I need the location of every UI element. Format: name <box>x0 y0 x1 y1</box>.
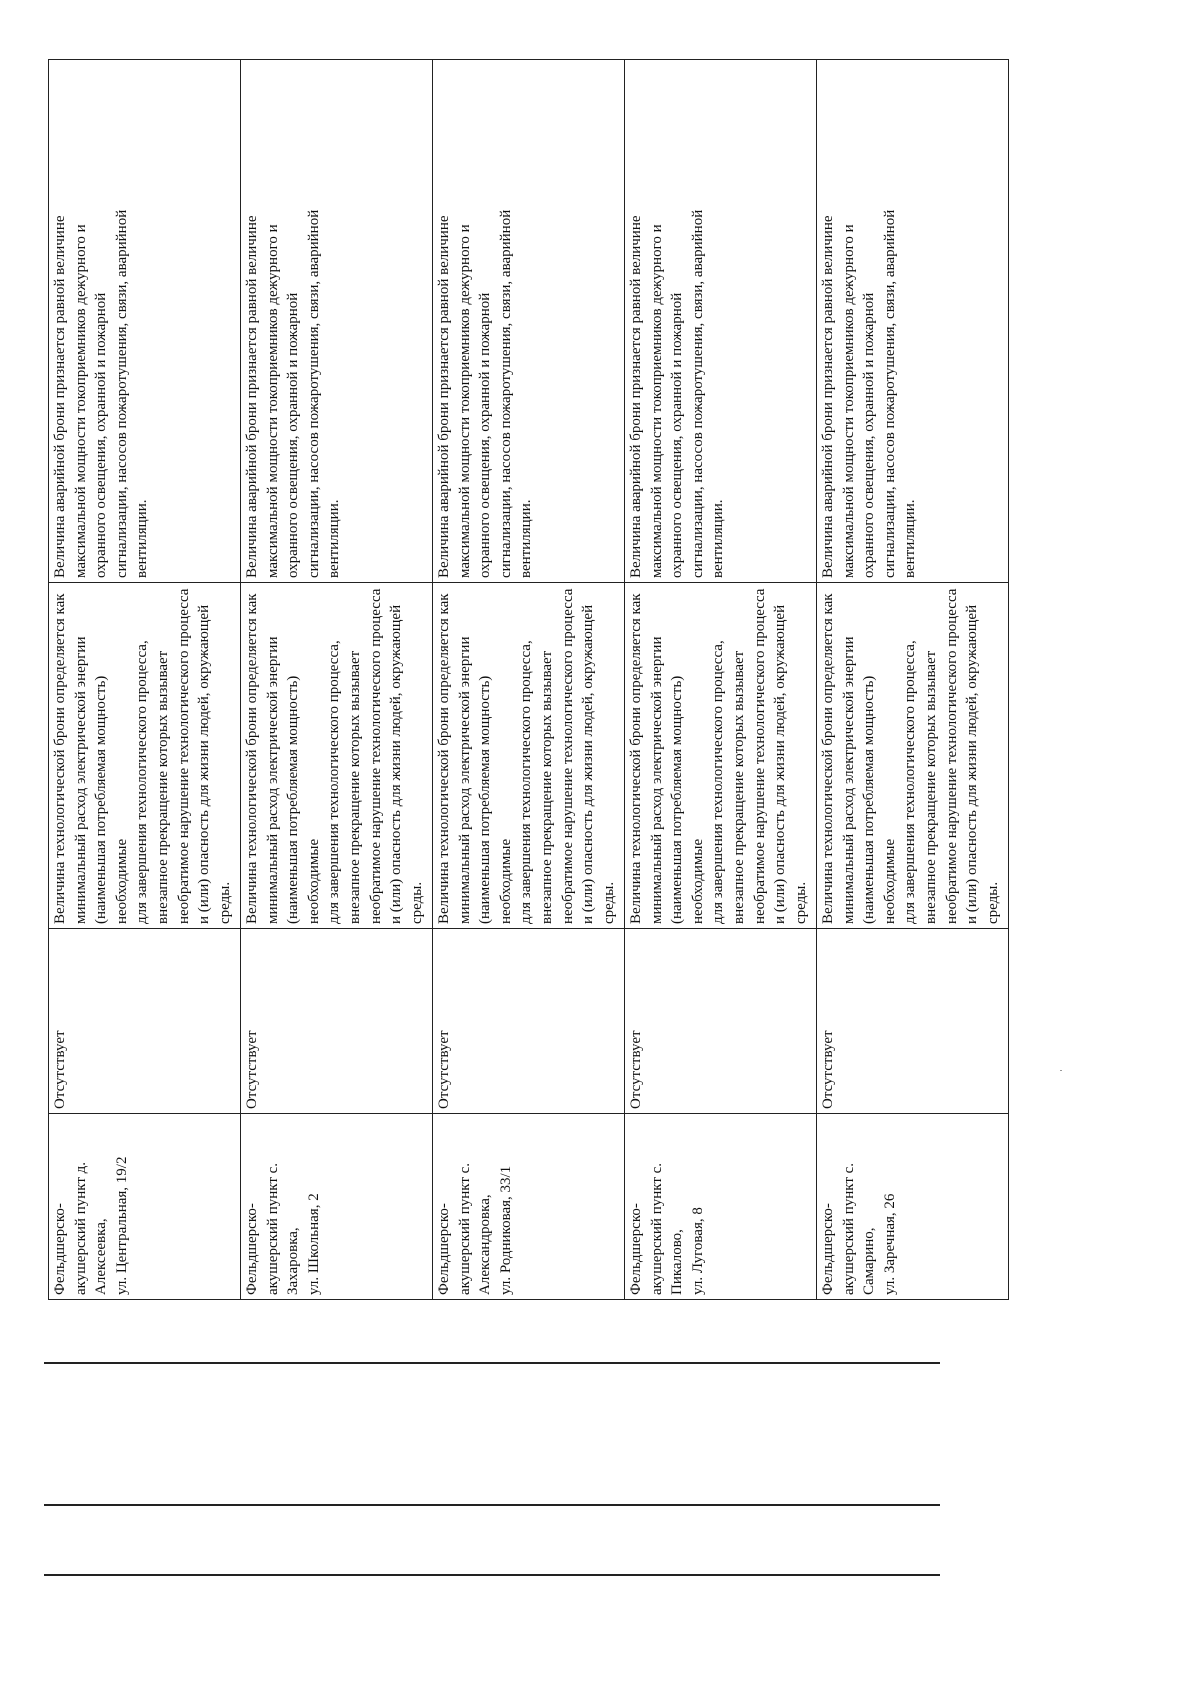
facility-name-cell: Фельдшерско- акушерский пункт с. Александровка, ул. Родниковая, 33/1 <box>433 1114 625 1300</box>
empty-rule-line <box>44 1362 940 1364</box>
emergency-reserve-cell: Величина аварийной брони признается равной величине максимальной мощности токоприемников дежурного и охранного освещения, охранной и пожарной сигнализации, насосов пожаротушения, связи, аварийной вентиляции. <box>817 60 1009 583</box>
tech-reserve-cell: Величина технологической брони определяется как минимальный расход электрической энергии (наименьшая потребляемая мощность) необходимые для завершения технологического процесса, внезапное прекращение которых вызывает необратимое нарушение технологического процесса и (или) опасность для жизни людей, окружающей среды. <box>241 583 433 929</box>
reserve-status-cell: Отсутствует <box>625 929 817 1114</box>
facility-name-cell: Фельдшерско- акушерский пункт с. Захаровка, ул. Школьная, 2 <box>241 1114 433 1300</box>
rotated-page <box>48 50 1048 1630</box>
table-row <box>625 60 817 1300</box>
facility-name-cell: Фельдшерско- акушерский пункт с. Самарино, ул. Заречная, 26 <box>817 1114 1009 1300</box>
tech-reserve-cell: Величина технологической брони определяется как минимальный расход электрической энергии (наименьшая потребляемая мощность) необходимые для завершения технологического процесса, внезапное прекращение которых вызывает необратимое нарушение технологического процесса и (или) опасность для жизни людей, окружающей среды. <box>625 583 817 929</box>
emergency-reserve-cell: Величина аварийной брони признается равной величине максимальной мощности токоприемников дежурного и охранного освещения, охранной и пожарной сигнализации, насосов пожаротушения, связи, аварийной вентиляции. <box>625 60 817 583</box>
tech-reserve-cell: Величина технологической брони определяется как минимальный расход электрической энергии (наименьшая потребляемая мощность) необходимые для завершения технологического процесса, внезапное прекращение которых вызывает необратимое нарушение технологического процесса и (или) опасность для жизни людей, окружающей среды. <box>433 583 625 929</box>
table-row <box>817 60 1009 1300</box>
table-row <box>49 60 241 1300</box>
facility-name-cell: Фельдшерско- акушерский пункт д. Алексеевка, ул. Центральная, 19/2 <box>49 1114 241 1300</box>
reserve-status-cell: Отсутствует <box>241 929 433 1114</box>
reserve-status-cell: Отсутствует <box>817 929 1009 1114</box>
table-row <box>241 60 433 1300</box>
scan-speck <box>1060 1070 1062 1071</box>
tech-reserve-cell: Величина технологической брони определяется как минимальный расход электрической энергии (наименьшая потребляемая мощность) необходимые для завершения технологического процесса, внезапное прекращение которых вызывает необратимое нарушение технологического процесса и (или) опасность для жизни людей, окружающей среды. <box>817 583 1009 929</box>
reserve-status-cell: Отсутствует <box>49 929 241 1114</box>
reserve-status-cell: Отсутствует <box>433 929 625 1114</box>
reserve-table <box>48 59 1009 1300</box>
emergency-reserve-cell: Величина аварийной брони признается равной величине максимальной мощности токоприемников дежурного и охранного освещения, охранной и пожарной сигнализации, насосов пожаротушения, связи, аварийной вентиляции. <box>49 60 241 583</box>
tech-reserve-cell: Величина технологической брони определяется как минимальный расход электрической энергии (наименьшая потребляемая мощность) необходимые для завершения технологического процесса, внезапное прекращение которых вызывает необратимое нарушение технологического процесса и (или) опасность для жизни людей, окружающей среды. <box>49 583 241 929</box>
empty-rule-line <box>44 1574 940 1576</box>
empty-rule-line <box>44 1504 940 1506</box>
facility-name-cell: Фельдшерско- акушерский пункт с. Пикалово, ул. Луговая, 8 <box>625 1114 817 1300</box>
emergency-reserve-cell: Величина аварийной брони признается равной величине максимальной мощности токоприемников дежурного и охранного освещения, охранной и пожарной сигнализации, насосов пожаротушения, связи, аварийной вентиляции. <box>433 60 625 583</box>
emergency-reserve-cell: Величина аварийной брони признается равной величине максимальной мощности токоприемников дежурного и охранного освещения, охранной и пожарной сигнализации, насосов пожаротушения, связи, аварийной вентиляции. <box>241 60 433 583</box>
table-row <box>433 60 625 1300</box>
